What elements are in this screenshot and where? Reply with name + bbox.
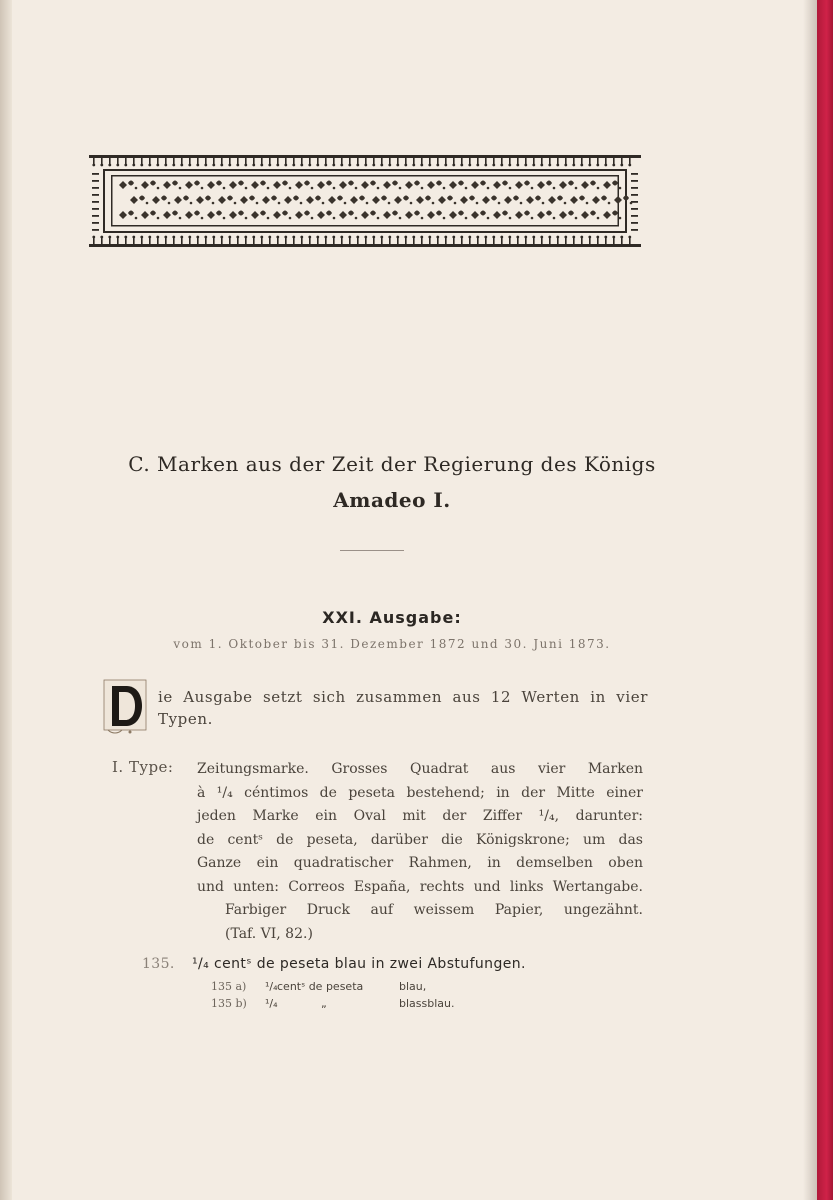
catalog-entry-135 (142, 956, 662, 972)
page-left-edge (0, 0, 12, 1200)
subentry-fraction: ¹/₄ (265, 997, 278, 1010)
issue-title: XXI. Ausgabe: (322, 608, 462, 627)
dropcap-d-icon (102, 678, 148, 736)
subentry-color: blau, (399, 980, 427, 993)
type-line: à ¹/₄ céntimos de peseta bestehend; in der Mitte einer (197, 784, 643, 801)
subentry-code: 135 b) (211, 997, 247, 1010)
section-heading-line1: C. Marken aus der Zeit der Regierung des Königs (128, 452, 656, 476)
divider-rule (340, 550, 404, 551)
type-line: jeden Marke ein Oval mit der Ziffer ¹/₄, darunter: (197, 808, 643, 824)
issue-dates: vom 1. Oktober bis 31. Dezember 1872 und 30. Juni 1873. (173, 637, 611, 651)
section-heading (72, 446, 712, 518)
intro-paragraph (158, 686, 648, 730)
type-line: Farbiger Druck auf weissem Papier, ungezähnt. (225, 902, 643, 918)
type-line: Zeitungsmarke. Grosses Quadrat aus vier Marken (197, 761, 643, 777)
book-page (12, 0, 817, 1200)
type-line: de centˢ de peseta, darüber die Königskrone; um das (197, 831, 643, 848)
entry-text: ¹/₄ centˢ de peseta blau in zwei Abstufungen. (192, 956, 526, 972)
subentry-code: 135 a) (211, 980, 247, 993)
subentry-fraction: ¹/₄ (265, 980, 278, 993)
type-line: und unten: Correos España, rechts und links Wertangabe. (197, 878, 643, 895)
binding-shadow (803, 0, 817, 1200)
type-description (197, 758, 643, 946)
subentry-description: centˢ de peseta (277, 980, 364, 993)
type-line: (Taf. VI, 82.) (225, 925, 313, 942)
type-line: Ganze ein quadratischer Rahmen, in demselben oben (197, 855, 643, 871)
intro-line2: Typen. (158, 710, 213, 728)
subentry-color: blassblau. (399, 997, 455, 1010)
entry-number: 135. (142, 956, 175, 972)
type-label: I. Type: (112, 758, 174, 776)
red-binding-edge (817, 0, 833, 1200)
intro-line1: ie Ausgabe setzt sich zusammen aus 12 Werten in vier (158, 688, 648, 706)
section-heading-line2: Amadeo I. (333, 488, 451, 512)
subentry-description: „ (321, 997, 327, 1010)
decorative-border-ornament (89, 155, 641, 247)
